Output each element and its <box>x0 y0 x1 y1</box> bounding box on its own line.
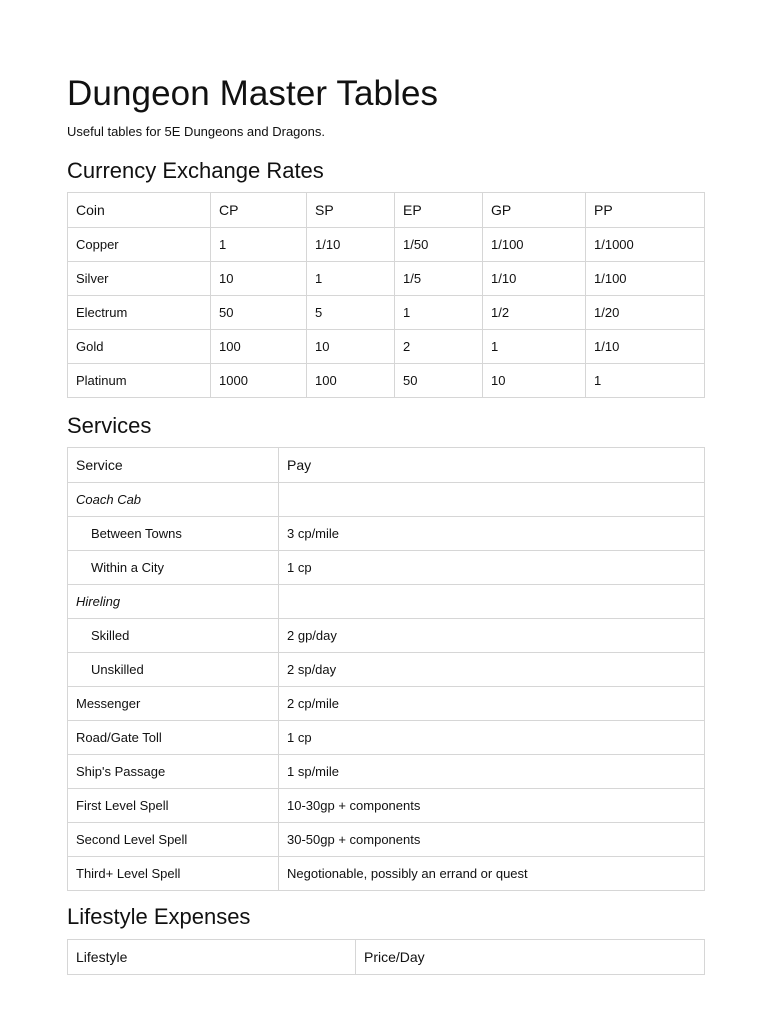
currency-header-cell: GP <box>483 193 586 228</box>
table-row <box>68 721 705 755</box>
pay-cell: 1 cp <box>279 721 705 755</box>
rate-cell: 1 <box>483 330 586 364</box>
currency-header-row <box>68 193 705 228</box>
currency-header-cell: CP <box>211 193 307 228</box>
rate-cell: 1/10 <box>483 262 586 296</box>
service-category-cell: Coach Cab <box>68 483 279 517</box>
service-category-cell: Hireling <box>68 585 279 619</box>
services-header-cell: Service <box>68 448 279 483</box>
service-name-cell: Between Towns <box>68 517 279 551</box>
service-name-cell: First Level Spell <box>68 789 279 823</box>
page-subtitle: Useful tables for 5E Dungeons and Dragons. <box>67 124 325 139</box>
rate-cell: 100 <box>211 330 307 364</box>
service-name-cell: Second Level Spell <box>68 823 279 857</box>
services-heading: Services <box>67 413 152 438</box>
service-name-cell: Messenger <box>68 687 279 721</box>
rate-cell: 1 <box>211 228 307 262</box>
table-row <box>68 687 705 721</box>
pay-cell <box>279 585 705 619</box>
table-row <box>68 296 705 330</box>
table-row <box>68 517 705 551</box>
rate-cell: 1 <box>307 262 395 296</box>
pay-cell: 3 cp/mile <box>279 517 705 551</box>
pay-cell: 2 sp/day <box>279 653 705 687</box>
table-row <box>68 228 705 262</box>
service-name-cell: Skilled <box>68 619 279 653</box>
currency-header-cell: Coin <box>68 193 211 228</box>
currency-header-cell: PP <box>586 193 705 228</box>
services-table <box>67 447 705 891</box>
rate-cell: 10 <box>307 330 395 364</box>
pay-cell <box>279 483 705 517</box>
rate-cell: 1/100 <box>483 228 586 262</box>
service-name-cell: Ship's Passage <box>68 755 279 789</box>
table-row <box>68 364 705 398</box>
table-row <box>68 330 705 364</box>
coin-name-cell: Electrum <box>68 296 211 330</box>
pay-cell: Negotionable, possibly an errand or quest <box>279 857 705 891</box>
coin-name-cell: Platinum <box>68 364 211 398</box>
rate-cell: 50 <box>211 296 307 330</box>
rate-cell: 2 <box>395 330 483 364</box>
coin-name-cell: Gold <box>68 330 211 364</box>
page-title: Dungeon Master Tables <box>67 74 439 113</box>
service-name-cell: Within a City <box>68 551 279 585</box>
table-row <box>68 857 705 891</box>
services-header-row <box>68 448 705 483</box>
services-header-cell: Pay <box>279 448 705 483</box>
rate-cell: 1/10 <box>586 330 705 364</box>
rate-cell: 5 <box>307 296 395 330</box>
rate-cell: 1 <box>395 296 483 330</box>
rate-cell: 1 <box>586 364 705 398</box>
lifestyle-header-cell: Price/Day <box>356 940 705 975</box>
table-row <box>68 653 705 687</box>
rate-cell: 10 <box>211 262 307 296</box>
table-row <box>68 823 705 857</box>
pay-cell: 2 gp/day <box>279 619 705 653</box>
currency-table <box>67 192 705 398</box>
lifestyle-table <box>67 939 705 975</box>
coin-name-cell: Silver <box>68 262 211 296</box>
rate-cell: 1/100 <box>586 262 705 296</box>
table-row <box>68 585 705 619</box>
lifestyle-header-cell: Lifestyle <box>68 940 356 975</box>
pay-cell: 2 cp/mile <box>279 687 705 721</box>
rate-cell: 1/10 <box>307 228 395 262</box>
rate-cell: 1/20 <box>586 296 705 330</box>
rate-cell: 1/1000 <box>586 228 705 262</box>
rate-cell: 1/2 <box>483 296 586 330</box>
currency-header-cell: SP <box>307 193 395 228</box>
lifestyle-heading: Lifestyle Expenses <box>67 904 251 929</box>
rate-cell: 1/5 <box>395 262 483 296</box>
rate-cell: 10 <box>483 364 586 398</box>
rate-cell: 1/50 <box>395 228 483 262</box>
lifestyle-header-row <box>68 940 705 975</box>
table-row <box>68 483 705 517</box>
pay-cell: 1 sp/mile <box>279 755 705 789</box>
rate-cell: 50 <box>395 364 483 398</box>
rate-cell: 1000 <box>211 364 307 398</box>
service-name-cell: Road/Gate Toll <box>68 721 279 755</box>
currency-heading: Currency Exchange Rates <box>67 158 324 183</box>
service-name-cell: Unskilled <box>68 653 279 687</box>
pay-cell: 30-50gp + components <box>279 823 705 857</box>
rate-cell: 100 <box>307 364 395 398</box>
currency-header-cell: EP <box>395 193 483 228</box>
table-row <box>68 619 705 653</box>
table-row <box>68 551 705 585</box>
table-row <box>68 789 705 823</box>
coin-name-cell: Copper <box>68 228 211 262</box>
service-name-cell: Third+ Level Spell <box>68 857 279 891</box>
table-row <box>68 262 705 296</box>
table-row <box>68 755 705 789</box>
pay-cell: 1 cp <box>279 551 705 585</box>
pay-cell: 10-30gp + components <box>279 789 705 823</box>
